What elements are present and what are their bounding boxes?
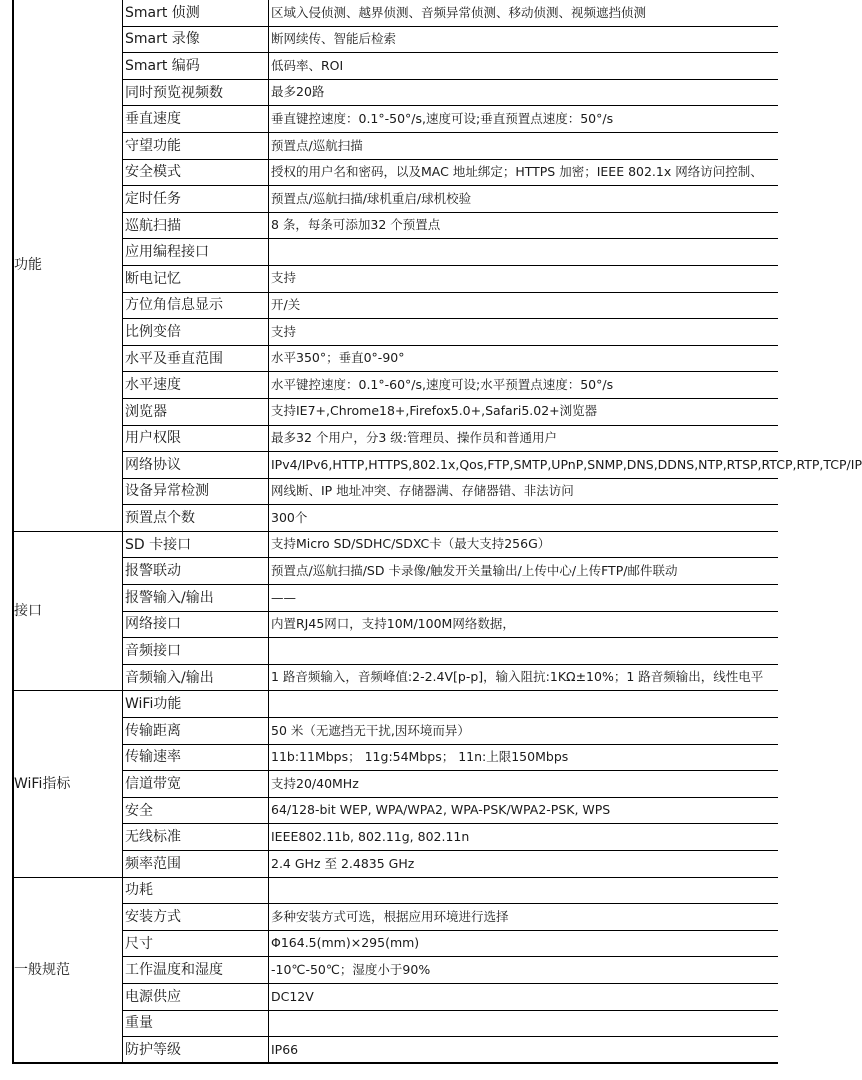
value-cell: 授权的用户名和密码，以及MAC 地址绑定；HTTPS 加密；IEEE 802.1x 网络访问控制、 [269,159,779,186]
value-cell: 水平键控速度：0.1°-60°/s,速度可设;水平预置点速度：50°/s [269,372,779,399]
spec-row [14,664,778,691]
value-cell: 垂直键控速度：0.1°-50°/s,速度可设;垂直预置点速度：50°/s [269,106,779,133]
feature-cell: 频率范围 [123,851,269,878]
section-label: 接口 [14,531,123,691]
value-cell: 50 米（无遮挡无干扰,因环境而异） [269,718,779,745]
value-cell: 区域入侵侦测、越界侦测、音频异常侦测、移动侦测、视频遮挡侦测 [269,0,779,26]
feature-cell: 工作温度和湿度 [123,957,269,984]
spec-row [14,0,778,26]
value-cell [269,1010,779,1037]
feature-cell: 断电记忆 [123,265,269,292]
feature-cell: Smart 录像 [123,26,269,53]
value-cell: 支持20/40MHz [269,771,779,798]
feature-cell: 防护等级 [123,1037,269,1064]
value-cell: 断网续传、智能后检索 [269,26,779,53]
feature-cell: 浏览器 [123,398,269,425]
feature-cell: 定时任务 [123,186,269,213]
spec-row [14,398,778,425]
spec-row [14,957,778,984]
feature-cell: 垂直速度 [123,106,269,133]
value-cell: 开/关 [269,292,779,319]
spec-row [14,930,778,957]
value-cell: 支持 [269,319,779,346]
feature-cell: Smart 侦测 [123,0,269,26]
spec-row [14,505,778,532]
feature-cell: 信道带宽 [123,771,269,798]
value-cell: —— [269,585,779,612]
value-cell [269,877,779,904]
feature-cell: 网络接口 [123,611,269,638]
feature-cell: Smart 编码 [123,53,269,80]
spec-row [14,531,778,558]
value-cell: 多种安装方式可选，根据应用环境进行选择 [269,904,779,931]
spec-row [14,611,778,638]
value-cell: 支持 [269,265,779,292]
feature-cell: 功耗 [123,877,269,904]
feature-cell: 预置点个数 [123,505,269,532]
value-cell [269,638,779,665]
spec-row [14,26,778,53]
value-cell: IEEE802.11b, 802.11g, 802.11n [269,824,779,851]
spec-row [14,1037,778,1064]
feature-cell: 用户权限 [123,425,269,452]
value-cell: 支持Micro SD/SDHC/SDXC卡（最大支持256G） [269,531,779,558]
spec-row [14,744,778,771]
spec-row [14,452,778,479]
value-cell: 64/128-bit WEP, WPA/WPA2, WPA-PSK/WPA2-PSK, WPS [269,797,779,824]
value-cell: 预置点/巡航扫描 [269,132,779,159]
value-cell: 最多20路 [269,79,779,106]
spec-row [14,292,778,319]
feature-cell: 报警联动 [123,558,269,585]
feature-cell: 设备异常检测 [123,478,269,505]
value-cell: IPv4/IPv6,HTTP,HTTPS,802.1x,Qos,FTP,SMTP,UPnP,SNMP,DNS,DDNS,NTP,RTSP,RTCP,RTP,TCP/IP [269,452,779,479]
spec-row [14,983,778,1010]
value-cell: 8 条，每条可添加32 个预置点 [269,212,779,239]
feature-cell: 音频接口 [123,638,269,665]
spec-row [14,53,778,80]
feature-cell: 传输距离 [123,718,269,745]
feature-cell: 音频输入/输出 [123,664,269,691]
spec-row [14,159,778,186]
feature-cell: 水平速度 [123,372,269,399]
feature-cell: 电源供应 [123,983,269,1010]
value-cell: 支持IE7+,Chrome18+,Firefox5.0+,Safari5.02+浏览器 [269,398,779,425]
feature-cell: 守望功能 [123,132,269,159]
feature-cell: WiFi功能 [123,691,269,718]
spec-row [14,797,778,824]
spec-sheet [12,0,862,1064]
spec-row [14,691,778,718]
section-label: 一般规范 [14,877,123,1063]
value-cell: 300个 [269,505,779,532]
feature-cell: 安全模式 [123,159,269,186]
value-cell: 低码率、ROI [269,53,779,80]
section-label: 功能 [14,0,123,531]
section-label: WiFi指标 [14,691,123,877]
value-cell: -10℃-50℃；湿度小于90% [269,957,779,984]
value-cell: 预置点/巡航扫描/球机重启/球机校验 [269,186,779,213]
spec-row [14,212,778,239]
feature-cell: 安全 [123,797,269,824]
value-cell: 内置RJ45网口，支持10M/100M网络数据， [269,611,779,638]
spec-row [14,186,778,213]
spec-row [14,851,778,878]
spec-row [14,904,778,931]
value-cell: Φ164.5(mm)×295(mm) [269,930,779,957]
value-cell: 11b:11Mbps； 11g:54Mbps； 11n:上限150Mbps [269,744,779,771]
value-cell: 1 路音频输入，音频峰值:2-2.4V[p-p]，输入阻抗:1KΩ±10%；1 路音频输出，线性电平 [269,664,779,691]
spec-table [14,0,862,1064]
spec-row [14,265,778,292]
spec-row [14,585,778,612]
spec-row [14,771,778,798]
value-cell: 2.4 GHz 至 2.4835 GHz [269,851,779,878]
spec-row [14,638,778,665]
spec-row [14,132,778,159]
value-cell: 预置点/巡航扫描/SD 卡录像/触发开关量输出/上传中心/上传FTP/邮件联动 [269,558,779,585]
feature-cell: 同时预览视频数 [123,79,269,106]
value-cell [269,239,779,266]
value-cell: 最多32 个用户，分3 级:管理员、操作员和普通用户 [269,425,779,452]
value-cell: DC12V [269,983,779,1010]
feature-cell: 无线标准 [123,824,269,851]
feature-cell: 重量 [123,1010,269,1037]
feature-cell: 尺寸 [123,930,269,957]
spec-row [14,558,778,585]
value-cell [269,691,779,718]
spec-row [14,425,778,452]
feature-cell: 应用编程接口 [123,239,269,266]
spec-row [14,319,778,346]
feature-cell: 安装方式 [123,904,269,931]
feature-cell: SD 卡接口 [123,531,269,558]
feature-cell: 传输速率 [123,744,269,771]
spec-row [14,239,778,266]
spec-row [14,106,778,133]
feature-cell: 方位角信息显示 [123,292,269,319]
feature-cell: 水平及垂直范围 [123,345,269,372]
spec-row [14,824,778,851]
spec-row [14,372,778,399]
spec-row [14,79,778,106]
spec-row [14,1010,778,1037]
feature-cell: 巡航扫描 [123,212,269,239]
feature-cell: 比例变倍 [123,319,269,346]
value-cell: 网线断、IP 地址冲突、存储器满、存储器错、非法访问 [269,478,779,505]
feature-cell: 网络协议 [123,452,269,479]
spec-row [14,478,778,505]
value-cell: IP66 [269,1037,779,1064]
spec-row [14,877,778,904]
spec-row [14,718,778,745]
value-cell: 水平350°；垂直0°-90° [269,345,779,372]
feature-cell: 报警输入/输出 [123,585,269,612]
spec-row [14,345,778,372]
